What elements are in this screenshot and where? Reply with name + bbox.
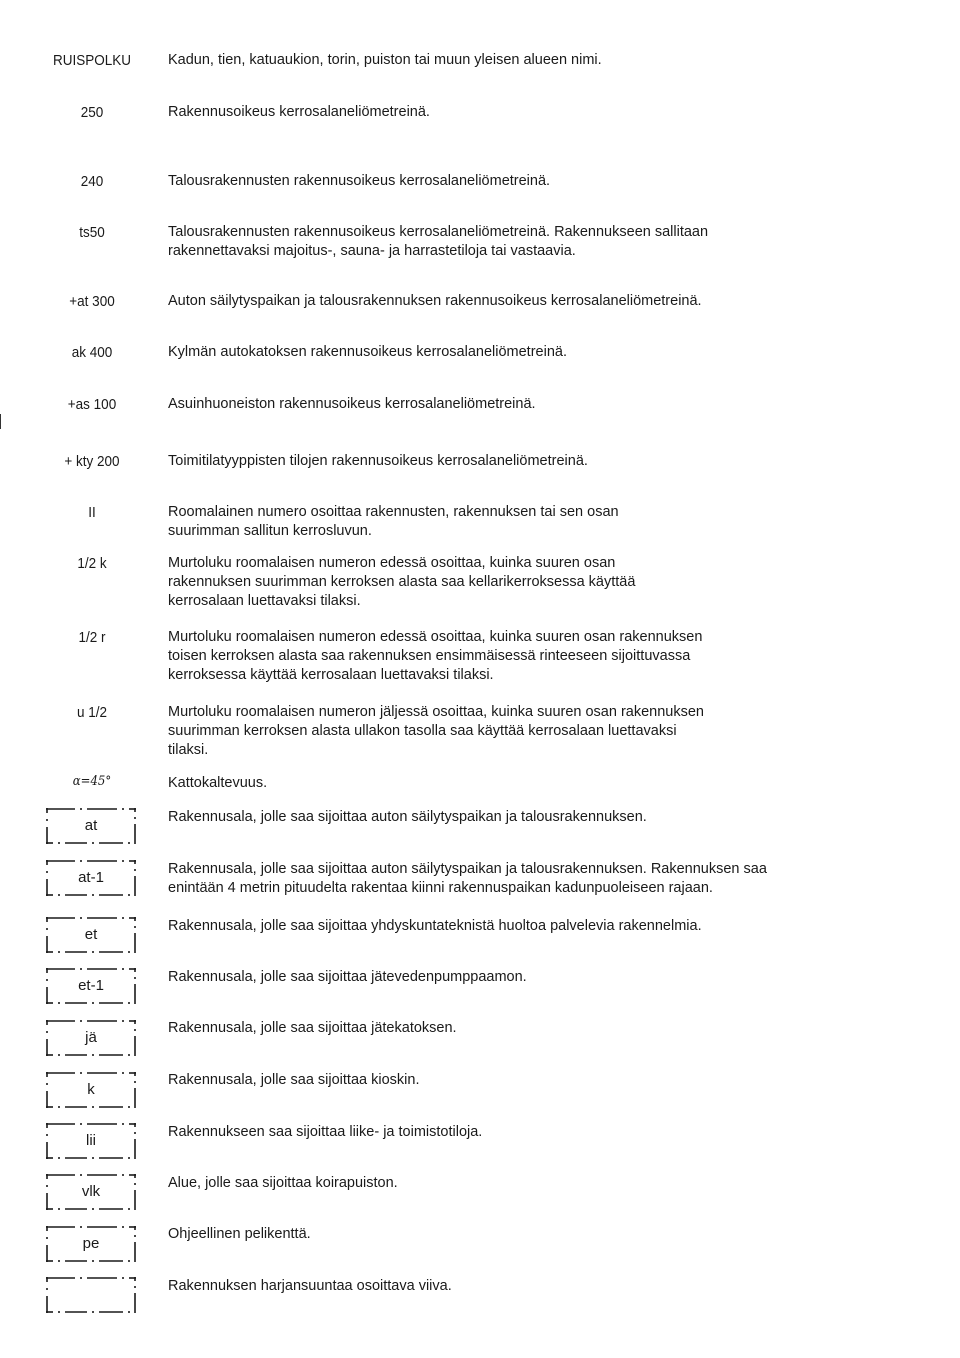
box-label-at: at (84, 817, 98, 834)
desc-box-lii: Rakennukseen saa sijoittaa liike- ja toimistotiloja. (168, 1124, 483, 1140)
desc-roof-angle: Kattokaltevuus. (168, 775, 268, 791)
desc-ak400: Kylmän autokatoksen rakennusoikeus kerrosalaneliömetreinä. (168, 344, 567, 360)
building-area-box-pe (45, 1225, 137, 1261)
building-area-box-vlk (45, 1173, 137, 1209)
symbol-roman-numeral: II (88, 504, 96, 521)
symbol-kty200: + kty 200 (64, 453, 120, 470)
desc-half-k: Murtoluku roomalaisen numeron edessä osoittaa, kuinka suuren osan rakennuksen suurimman kerroksen alasta saa kellarikerroksessa käyttää kerrosalaan luettavaksi tilaksi. (168, 555, 636, 609)
symbol-ak400: ak 400 (71, 344, 113, 361)
box-label-vlk: vlk (81, 1183, 101, 1200)
desc-at300: Auton säilytyspaikan ja talousrakennuksen rakennusoikeus kerrosalaneliömetreinä. (168, 293, 702, 309)
symbol-at300: +at 300 (69, 293, 115, 310)
symbol-half-r: 1/2 r (78, 629, 106, 646)
desc-roman-numeral: Roomalainen numero osoittaa rakennusten, rakennuksen tai sen osan suurimman sallitun kerrosluvun. (168, 504, 619, 539)
building-area-box-k (45, 1071, 137, 1107)
building-area-box-ridge (45, 1276, 137, 1312)
symbol-u-half: u 1/2 (76, 704, 108, 721)
desc-box-et-1: Rakennusala, jolle saa sijoittaa jätevedenpumppaamon. (168, 969, 527, 985)
margin-mark (0, 414, 1, 429)
desc-box-at: Rakennusala, jolle saa sijoittaa auton säilytyspaikan ja talousrakennuksen. (168, 809, 647, 825)
building-area-box-at (45, 807, 137, 843)
box-label-at-1: at-1 (78, 869, 104, 886)
box-label-et-1: et-1 (78, 977, 104, 994)
desc-box-k: Rakennusala, jolle saa sijoittaa kioskin. (168, 1072, 420, 1088)
building-area-box-lii (45, 1122, 137, 1158)
building-area-box-et (45, 916, 137, 952)
building-area-box-ja (45, 1019, 137, 1055)
symbol-street-name: RUISPOLKU (52, 52, 132, 69)
symbol-roof-angle: α=45° (72, 774, 112, 789)
desc-as100: Asuinhuoneiston rakennusoikeus kerrosalaneliömetreinä. (168, 396, 536, 412)
box-label-lii: lii (86, 1132, 96, 1149)
symbol-building-right: 250 (80, 104, 104, 121)
symbol-as100: +as 100 (67, 396, 117, 413)
dashed-border (45, 1276, 137, 1314)
symbol-outbuilding-right: 240 (80, 173, 104, 190)
desc-box-at-1: Rakennusala, jolle saa sijoittaa auton säilytyspaikan ja talousrakennuksen. Rakennuksen saa enintään 4 metrin pituudelta rakentaa kiinni rakennuspaikan kadunpuoleiseen rajaan. (168, 861, 767, 896)
desc-u-half: Murtoluku roomalaisen numeron jäljessä osoittaa, kuinka suuren osan rakennuksen suurimman kerroksen alasta ullakon tasolla saa käyttää kerrosalaan luettavaksi tilaksi. (168, 704, 704, 758)
desc-box-ridge: Rakennuksen harjansuuntaa osoittava viiva. (168, 1278, 452, 1294)
desc-box-et: Rakennusala, jolle saa sijoittaa yhdyskuntateknistä huoltoa palvelevia rakennelmia. (168, 918, 702, 934)
building-area-box-et-1 (45, 967, 137, 1003)
desc-box-pe: Ohjeellinen pelikenttä. (168, 1226, 311, 1242)
desc-kty200: Toimitilatyyppisten tilojen rakennusoikeus kerrosalaneliömetreinä. (168, 453, 588, 469)
symbol-ts50: ts50 (79, 224, 105, 241)
desc-outbuilding-right: Talousrakennusten rakennusoikeus kerrosalaneliömetreinä. (168, 173, 551, 189)
box-label-ja: jä (85, 1029, 97, 1046)
desc-box-vlk: Alue, jolle saa sijoittaa koirapuiston. (168, 1175, 398, 1191)
desc-box-ja: Rakennusala, jolle saa sijoittaa jätekatoksen. (168, 1020, 457, 1036)
symbol-half-k: 1/2 k (77, 555, 107, 572)
box-label-et: et (84, 926, 98, 943)
desc-half-r: Murtoluku roomalaisen numeron edessä osoittaa, kuinka suuren osan rakennuksen toisen kerroksen alasta saa rakennuksen ensimmäisessä rinteeseen sijoittuvassa kerroksessa käyttää kerrosalaan luettavaksi tilaksi. (168, 629, 703, 683)
desc-ts50: Talousrakennusten rakennusoikeus kerrosalaneliömetreinä. Rakennukseen sallitaan rakennettavaksi majoitus-, sauna- ja harrastetiloja tai vastaavia. (168, 224, 709, 259)
box-label-pe: pe (82, 1235, 100, 1252)
building-area-box-at-1 (45, 859, 137, 895)
desc-street-name: Kadun, tien, katuaukion, torin, puiston tai muun yleisen alueen nimi. (168, 52, 602, 68)
desc-building-right: Rakennusoikeus kerrosalaneliömetreinä. (168, 104, 430, 120)
box-label-k: k (87, 1081, 95, 1098)
